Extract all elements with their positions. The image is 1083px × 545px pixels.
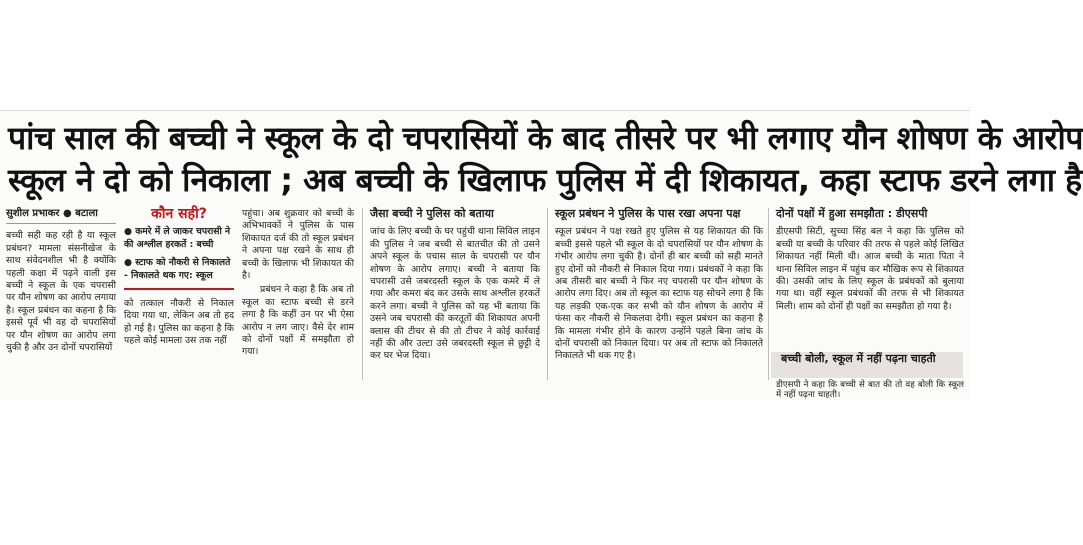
box-title: कौन सही? (151, 206, 207, 222)
school-side-heading: स्कूल प्रबंधन ने पुलिस के पास रखा अपना पक्ष (555, 207, 741, 220)
box-item-child: ● कमरे में ले जाकर चपरासी ने की अश्लील हरकतें : बच्ची (124, 226, 231, 250)
child-statement-heading: जैसा बच्ची ने पुलिस को बताया (370, 207, 494, 220)
top-divider (0, 110, 970, 111)
headline-line-1: पांच साल की बच्ची ने स्कूल के दो चपरासियों के बाद तीसरे पर भी लगाए यौन शोषण के आरोप (8, 119, 1083, 157)
dsp-body: डीएसपी सिटी, सुच्चा सिंह बल ने कहा कि पुलिस को बच्ची या बच्ची के परिवार की तरफ से पहले कोई लिखित शिकायत नहीं मिली थी। आज बच्ची के माता पिता ने थाना सिविल लाइन में पहुंच कर मौखिक रूप से शिकायत की। उसकी जांच के लिए स्कूल के प्रबंधकों को बुलाया गया था। वहीं स्कूल प्रबंधकों की तरफ से भी शिकायत मिली। शाम को दोनों ही पक्षों का समझौता हो गया है। (776, 226, 964, 312)
column-divider (768, 208, 769, 380)
child-quote-callout (771, 352, 963, 378)
intro-body: बच्ची सही कह रही है या स्कूल प्रबंधन? मामला संसनीखेज के साथ संवेदनशील भी है क्योंकि पहली कक्षा में पढ़ने वाली इस बच्ची ने स्कूल के एक चपरासी पर यौन शोषण का आरोप लगाया है। स्कूल प्रबंधन का कहना है कि इससे पूर्व भी वह दो चपरासियों पर यौन शोषण का आरोप लगा चुकी है और उन दोनों चपरासियों (6, 230, 116, 354)
column-divider (362, 208, 363, 380)
box-item-school: ● स्टाफ को नौकरी से निकालते - निकालते थक गए: स्कूल (124, 257, 231, 281)
callout-body-wrap (776, 380, 964, 400)
blank-area (0, 400, 970, 545)
continuation-para-1: पहुंचा। अब शुक्रवार को बच्ची के अभिभावकों ने पुलिस के पास शिकायत दर्ज की तो स्कूल प्रबंधन ने अपना पक्ष रखने के साथ ही बच्ची के खिलाफ भी शिकायत की है। (242, 208, 354, 282)
callout-title: बच्ची बोली, स्कूल में नहीं पढ़ना चाहती (781, 352, 936, 365)
continuation-para-2: प्रबंधन ने कहा है कि अब तो स्कूल का स्टाफ बच्ची से डरने लगा है कि कहीं उन पर भी ऐसा आरोप न लग जाए। वैसे देर शाम को दोनों पक्षों में समझौता हो गया। (242, 284, 354, 358)
box-continuation: को तत्काल नौकरी से निकाल दिया गया था, लेकिन अब तो हद हो गई है। पुलिस का कहना है कि पहले कोई मामला उस तक नहीं (124, 298, 234, 347)
dsp-heading: दोनों पक्षों में हुआ समझौता : डीएसपी (776, 207, 928, 220)
column-continuation (242, 208, 354, 380)
byline: सुशील प्रभाकर ● बटाला (6, 208, 116, 224)
column-child-statement (370, 208, 540, 380)
callout-body: डीएसपी ने कहा कि बच्ची से बात की तो वह बोली कि स्कूल में नहीं पढ़ना चाहती। (776, 380, 964, 400)
column-divider (547, 208, 548, 380)
column-school-side (555, 208, 763, 380)
school-side-body: स्कूल प्रबंधन ने पक्ष रखते हुए पुलिस से यह शिकायत की कि बच्ची इससे पहले भी स्कूल के दो चपरासियों पर यौन शोषण के गंभीर आरोप लगा चुकी है। दोनों ही बार बच्ची को सही मानते हुए दोनों को नौकरी से निकाल दिया गया। प्रबंधकों ने कहा कि अब तीसरी बार बच्ची ने फिर नए चपरासी पर यौन शोषण के आरोप लगा दिए। अब तो स्कूल का स्टाफ यह सोचने लगा है कि यह लड़की एक-एक कर सभी को यौन शोषण के आरोप में फंसा कर नौकरी से निकलवा देगी। स्कूल प्रबंधन का कहना है कि मामला गंभीर होने के कारण उन्होंने पहले बिना जांच के दोनों चपरासी को निकाल दिया। पर अब तो स्टाफ को निकालते निकालते भी थक गए है। (555, 226, 763, 362)
box-divider (124, 288, 234, 290)
child-statement-body: जांच के लिए बच्ची के घर पहुंची थाना सिविल लाइन की पुलिस ने जब बच्ची से बातचीत की तो उसने अपने स्कूल के पचास साल के चपरासी पर यौन शोषण के आरोप लगाए। बच्ची ने बताया कि चपरासी उसे जबरदस्ती स्कूल के एक कमरे में ले गया और कमरा बंद कर उसके साथ अश्लील हरकतें करने लगा। बच्ची ने पुलिस को यह भी बताया कि उसने जब चपरासी की करतूतों की शिकायत अपनी क्लास की टीचर से की तो टीचर ने कोई कार्रवाई नहीं की और उल्टा उसे जबरदस्ती स्कूल से छुट्टी दे कर घर भेज दिया। (370, 226, 540, 362)
headline-line-2: स्कूल ने दो को निकाला ; अब बच्ची के खिलाफ पुलिस में दी शिकायत, कहा स्टाफ डरने लगा है (8, 161, 1082, 199)
column-dsp-statement (776, 208, 964, 346)
who-is-right-box (124, 208, 234, 380)
column-intro (6, 208, 116, 380)
